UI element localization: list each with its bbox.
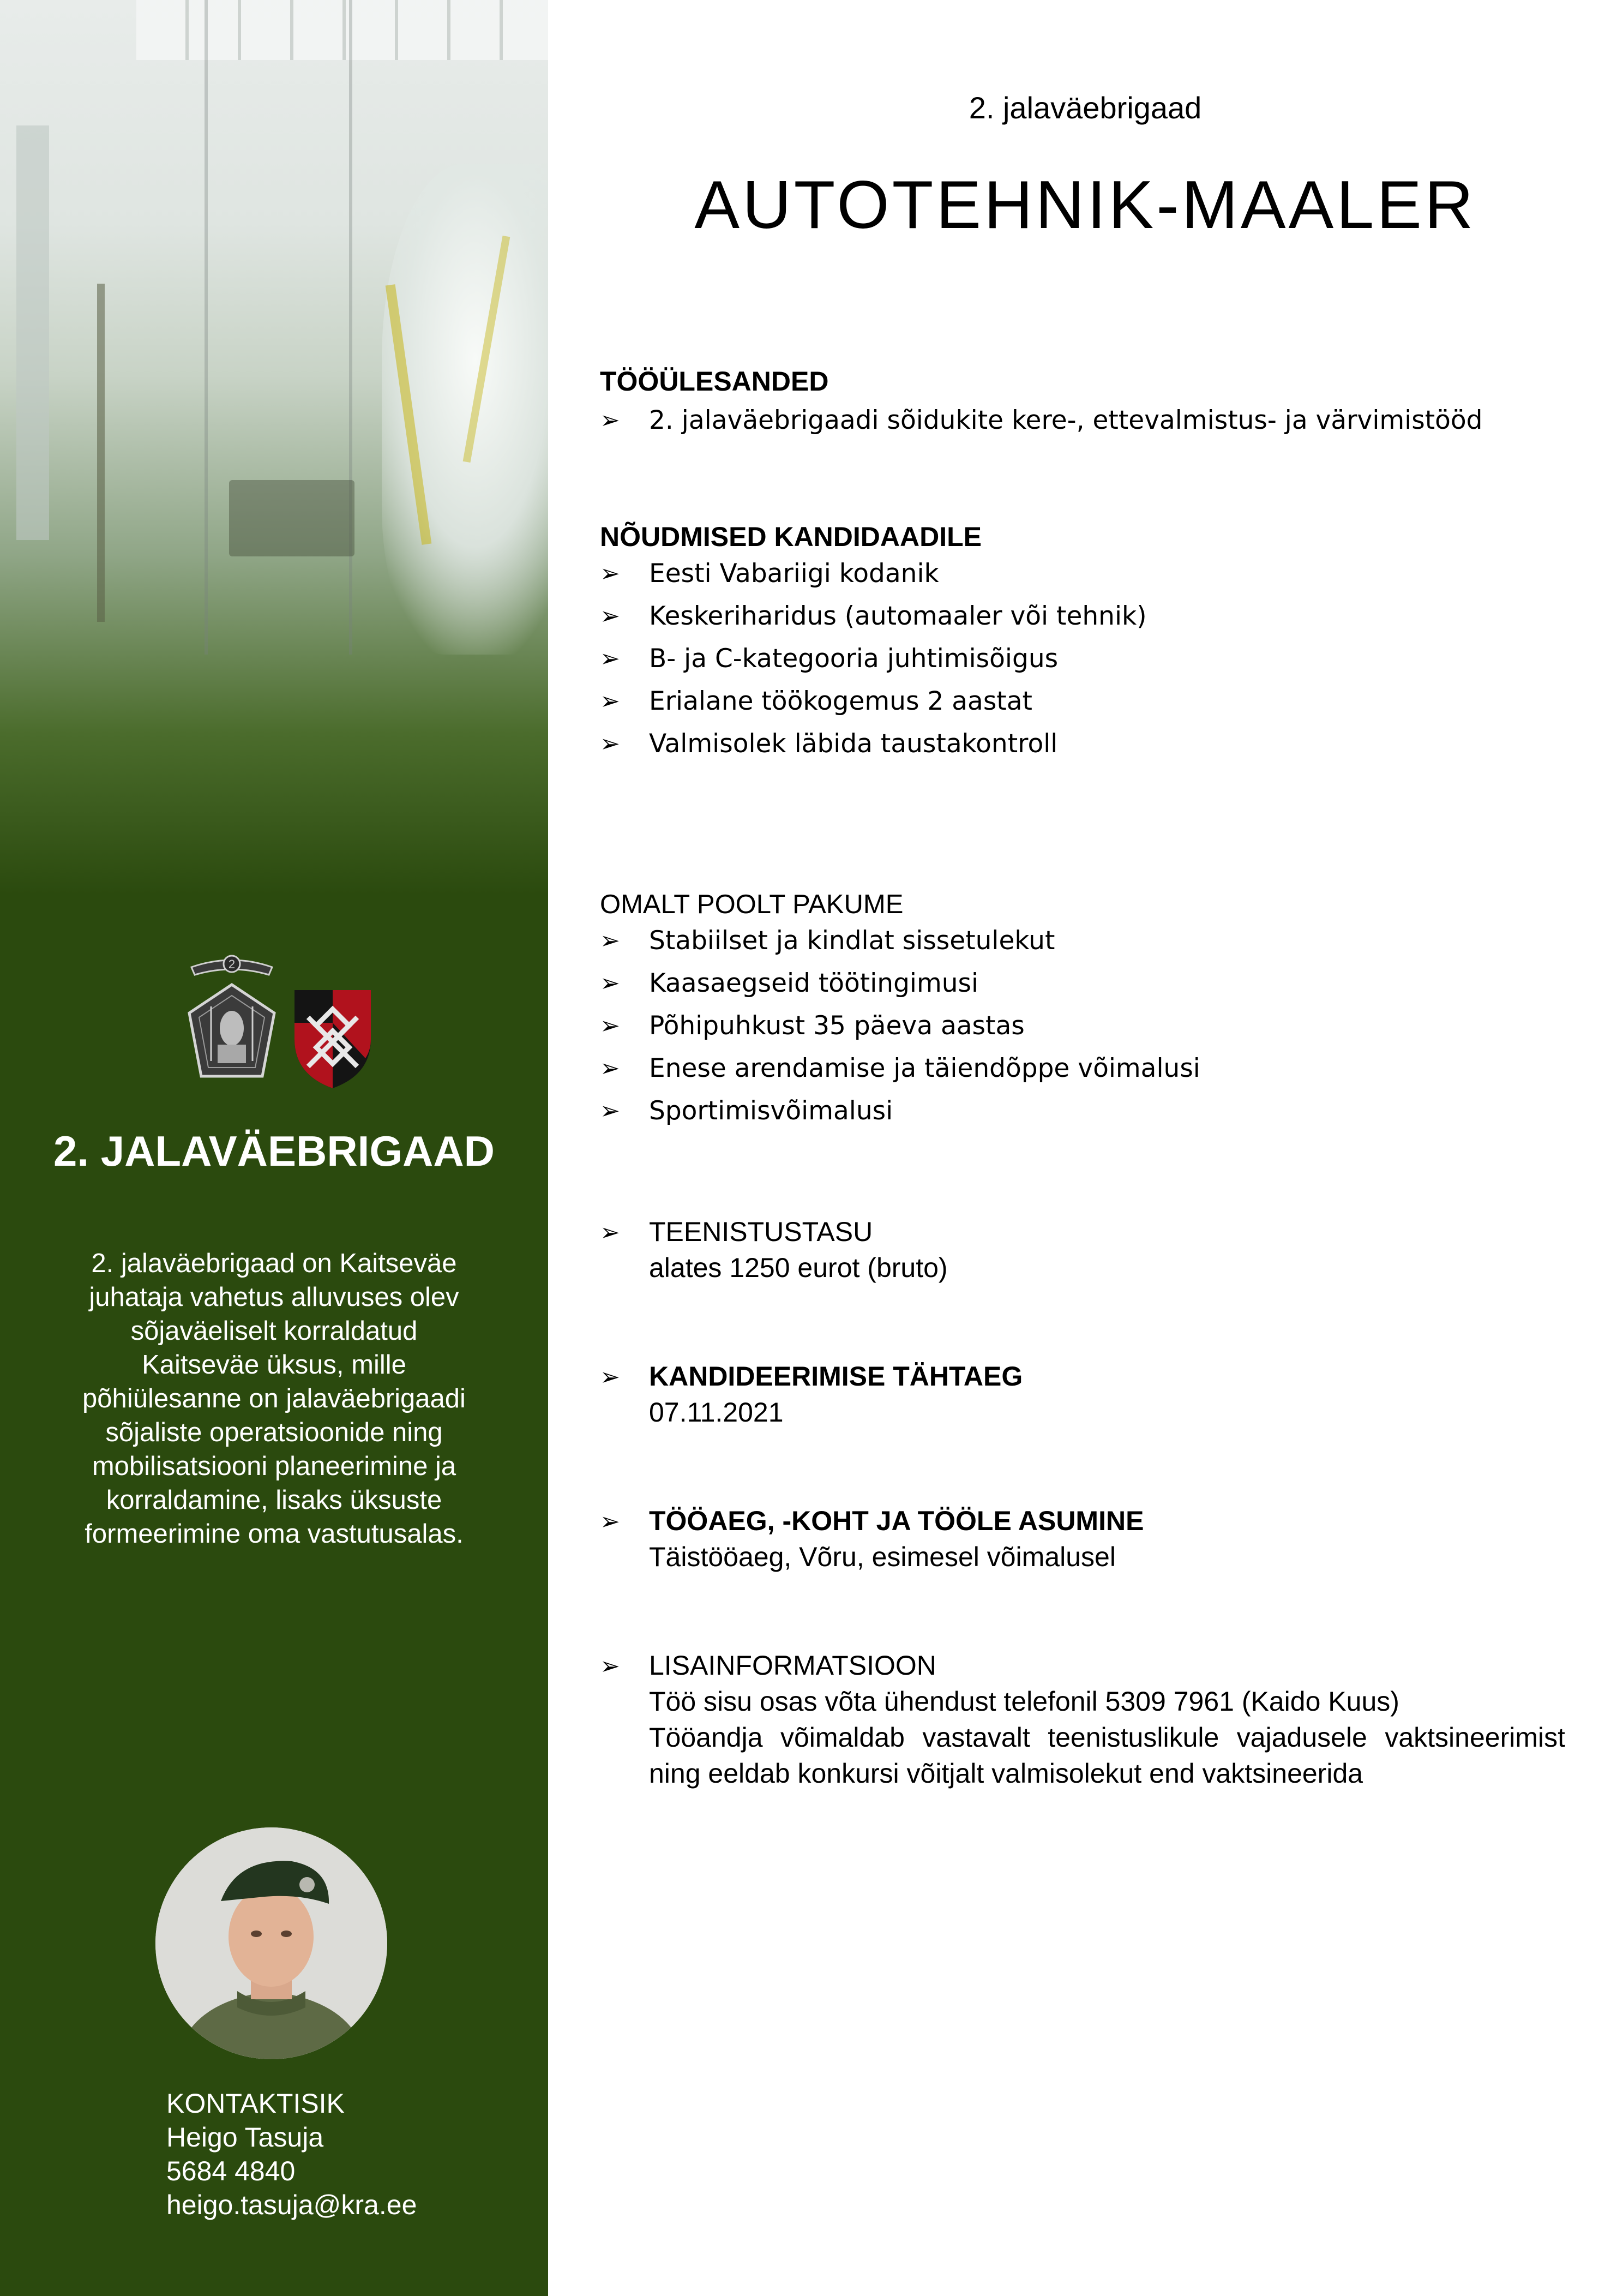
deadline-value: 07.11.2021	[649, 1397, 784, 1428]
description-line: sõjaliste operatsioonide ning	[105, 1418, 443, 1447]
ceiling-lights	[136, 0, 548, 60]
description-line: Kaitseväe üksus, mille	[142, 1350, 406, 1380]
additional-info-line	[649, 1719, 1565, 1755]
additional-info-line: Töö sisu osas võta ühendust telefonil 5309 7961 (Kaido Kuus)	[649, 1686, 1399, 1717]
contact-email[interactable]: heigo.tasuja@kra.ee	[166, 2190, 417, 2220]
red-black-shield-icon	[294, 990, 371, 1088]
worktime-section	[600, 1503, 1144, 1575]
word: vaktsineerimist	[1385, 1722, 1565, 1753]
brigade-logos	[183, 952, 390, 1094]
description-line: korraldamine, lisaks üksuste	[106, 1485, 442, 1515]
list-item: ➢ Kaasaegseid töötingimusi	[600, 962, 1200, 1005]
worktime-heading: TÖÖAEG, -KOHT JA TÖÖLE ASUMINE	[649, 1506, 1144, 1536]
list-item: ➢ Enese arendamise ja täiendõppe võimalusi	[600, 1047, 1200, 1090]
list-item: ➢ Valmisolek läbida taustakontroll	[600, 723, 1147, 765]
description-line: sõjaväeliselt korraldatud	[130, 1316, 418, 1346]
list-item: ➢ Sportimisvõimalusi	[600, 1090, 1200, 1132]
arrowhead-bullet-icon: ➢	[600, 560, 620, 588]
equipment-stand	[97, 284, 105, 622]
list-item: ➢ Eesti Vabariigi kodanik	[600, 553, 1147, 595]
arrowhead-bullet-icon: ➢	[600, 1508, 620, 1536]
word: Tööandja	[649, 1722, 763, 1753]
contact-label: KONTAKTISIK	[166, 2088, 345, 2119]
arrowhead-bullet-icon: ➢	[600, 687, 620, 715]
description-line: juhataja vahetus alluvuses olev	[89, 1282, 459, 1312]
word: teenistuslikule	[1048, 1722, 1219, 1753]
contact-name: Heigo Tasuja	[166, 2122, 324, 2153]
list-item: ➢ Stabiilset ja kindlat sissetulekut	[600, 920, 1200, 962]
arrowhead-bullet-icon: ➢	[600, 927, 620, 955]
duties-section	[600, 365, 1483, 442]
salary-heading: TEENISTUSTASU	[649, 1216, 873, 1247]
wall-seam	[349, 0, 352, 655]
arrowhead-bullet-icon: ➢	[600, 406, 620, 434]
word: vastavalt	[922, 1722, 1030, 1753]
list-item: ➢ Erialane töökogemus 2 aastat	[600, 680, 1147, 723]
arrowhead-bullet-icon: ➢	[600, 645, 620, 673]
contact-block	[166, 2087, 417, 2222]
description-line: formeerimine oma vastutusalas.	[85, 1519, 464, 1549]
contact-portrait	[155, 1827, 387, 2059]
arrowhead-bullet-icon: ➢	[600, 969, 620, 997]
word: vajadusele	[1236, 1722, 1367, 1753]
deadline-heading: KANDIDEERIMISE TÄHTAEG	[649, 1361, 1023, 1392]
description-line: mobilisatsiooni planeerimine ja	[92, 1452, 456, 1481]
duties-heading: TÖÖÜLESANDED	[600, 366, 829, 397]
list-item: ➢ B- ja C-kategooria juhtimisõigus	[600, 638, 1147, 680]
requirements-section	[600, 521, 1147, 765]
arrowhead-bullet-icon: ➢	[600, 602, 620, 630]
offer-heading: OMALT POOLT PAKUME	[600, 890, 904, 919]
machine-unit	[229, 480, 354, 556]
salary-section	[600, 1214, 948, 1286]
arrowhead-bullet-icon: ➢	[600, 1652, 620, 1680]
word: võimaldab	[780, 1722, 905, 1753]
sidebar	[0, 0, 548, 2296]
booth-panel	[16, 125, 49, 540]
additional-info-line: ning eeldab konkursi võitjalt valmisolekut end vaktsineerida	[649, 1758, 1363, 1789]
salary-value: alates 1250 eurot (bruto)	[649, 1252, 948, 1283]
organization-name: 2. jalaväebrigaad	[969, 91, 1202, 125]
arrowhead-bullet-icon: ➢	[600, 1363, 620, 1391]
arrowhead-bullet-icon: ➢	[600, 1097, 620, 1125]
arrowhead-bullet-icon: ➢	[600, 1054, 620, 1082]
deadline-section	[600, 1358, 1023, 1430]
requirements-heading: NÕUDMISED KANDIDAADILE	[600, 521, 982, 552]
offer-section	[600, 889, 1200, 1132]
sidebar-title: 2. JALAVÄEBRIGAAD	[53, 1127, 495, 1175]
wall-seam	[205, 0, 208, 655]
list-item: ➢ Põhipuhkust 35 päeva aastas	[600, 1005, 1200, 1047]
additional-info-heading: LISAINFORMATSIOON	[649, 1650, 936, 1681]
contact-phone[interactable]: 5684 4840	[166, 2156, 296, 2186]
arrowhead-bullet-icon: ➢	[600, 1012, 620, 1040]
additional-info-section	[600, 1647, 1565, 1791]
arrowhead-bullet-icon: ➢	[600, 1219, 620, 1246]
list-item: ➢ 2. jalaväebrigaadi sõidukite kere-, ettevalmistus- ja värvimistööd	[600, 399, 1483, 442]
brigade-description	[60, 1246, 488, 1551]
list-item: ➢ Keskeriharidus (automaaler või tehnik)	[600, 595, 1147, 638]
arrowhead-bullet-icon: ➢	[600, 730, 620, 758]
workshop-photo	[0, 0, 548, 895]
brigade-pentagon-emblem-icon	[189, 956, 274, 1076]
job-title: AUTOTEHNIK-MAALER	[694, 167, 1476, 243]
description-line: põhiülesanne on jalaväebrigaadi	[82, 1384, 466, 1413]
emblem-badge-number: 2	[228, 957, 236, 971]
worktime-value: Täistööaeg, Võru, esimesel võimalusel	[649, 1542, 1116, 1572]
description-line: 2. jalaväebrigaad on Kaitseväe	[91, 1249, 457, 1278]
